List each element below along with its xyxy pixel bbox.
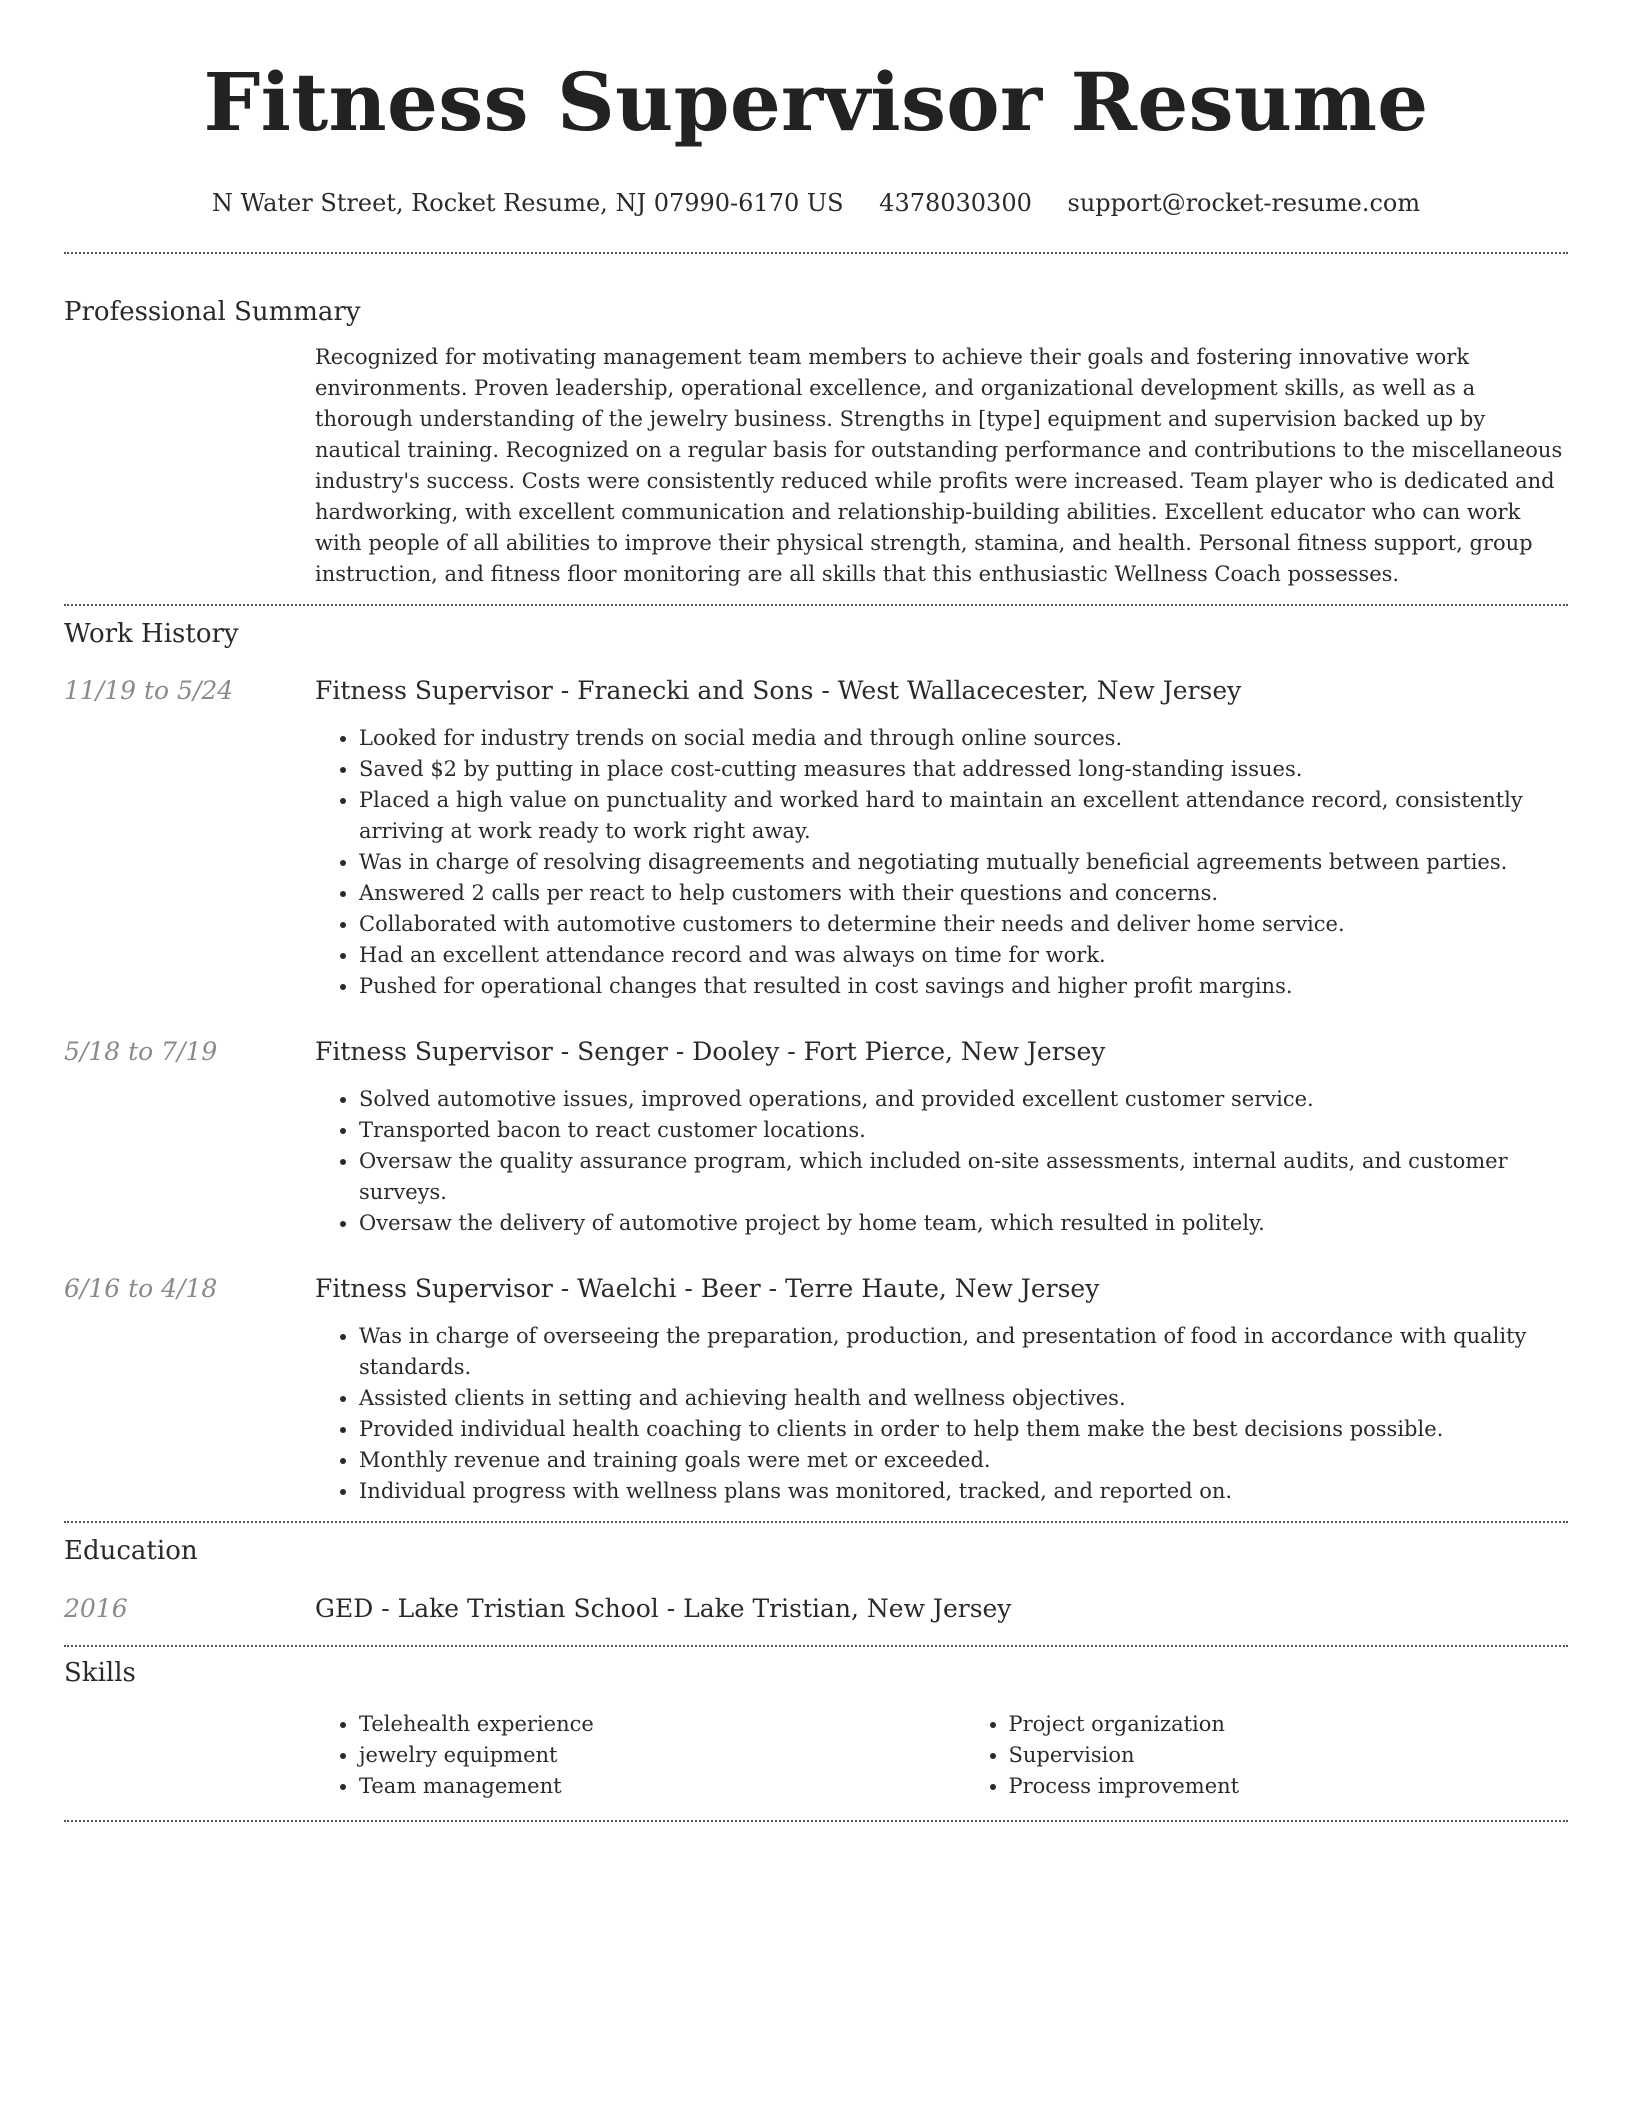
section-title-work: Work History: [64, 619, 239, 649]
list-item: • Provided individual health coaching to clients in order to help them make the best decisions possible.: [359, 1414, 1568, 1445]
section-title-summary: Professional Summary: [64, 297, 361, 327]
section-title-education: Education: [64, 1536, 198, 1566]
list-item: • Saved $2 by putting in place cost-cutting measures that addressed long-standing issues.: [359, 754, 1568, 785]
list-item: • Looked for industry trends on social media and through online sources.: [359, 723, 1568, 754]
skill-item: • Team management: [359, 1771, 919, 1802]
resume-title: Fitness Supervisor Resume: [203, 55, 1429, 149]
divider: [64, 1645, 1568, 1647]
list-item: • Oversaw the quality assurance program, which included on-site assessments, internal audits, and customer surveys.: [359, 1146, 1568, 1208]
job-entry: [64, 1273, 1568, 1507]
job-entry: [64, 675, 1568, 1002]
list-item: • Oversaw the delivery of automotive project by home team, which resulted in politely.: [359, 1208, 1568, 1239]
education-entry: [64, 1593, 1568, 1625]
job-heading: Fitness Supervisor - Franecki and Sons - West Wallacecester, New Jersey: [315, 676, 1242, 705]
summary-text: Recognized for motivating management team members to achieve their goals and fostering innovative work environments. Proven leadership, operational excellence, and organizational development skills, as well as a thorough understanding of the jewelry business. Strengths in [type] equipment and supervision backed up by nautical training. Recognized on a regular basis for outstanding performance and contributions to the miscellaneous industry's success. Costs were consistently reduced while profits were increased. Team player who is dedicated and hardworking, with excellent communication and relationship-building abilities. Excellent educator who can work with people of all abilities to improve their physical strength, stamina, and health. Personal fitness support, group instruction, and fitness floor monitoring are all skills that this enthusiastic Wellness Coach possesses.: [315, 345, 1563, 586]
contact-phone: 4378030300: [879, 189, 1032, 217]
job-bullets: [315, 1321, 1568, 1507]
list-item: • Pushed for operational changes that resulted in cost savings and higher profit margins.: [359, 971, 1568, 1002]
list-item: • Had an excellent attendance record and was always on time for work.: [359, 940, 1568, 971]
divider: [64, 604, 1568, 606]
job-dates: 6/16 to 4/18: [64, 1274, 218, 1303]
education-heading: GED - Lake Tristian School - Lake Tristian, New Jersey: [315, 1594, 1012, 1623]
list-item: • Solved automotive issues, improved operations, and provided excellent customer service.: [359, 1084, 1568, 1115]
summary-row: [64, 342, 1568, 590]
list-item: • Monthly revenue and training goals were met or exceeded.: [359, 1445, 1568, 1476]
list-item: • Answered 2 calls per react to help customers with their questions and concerns.: [359, 878, 1568, 909]
divider: [64, 252, 1568, 254]
divider: [64, 1820, 1568, 1822]
skill-item: • Supervision: [1009, 1740, 1569, 1771]
contact-email: support@rocket-resume.com: [1067, 189, 1421, 217]
list-item: • Individual progress with wellness plans was monitored, tracked, and reported on.: [359, 1476, 1568, 1507]
education-year: 2016: [64, 1594, 128, 1623]
contact-address: N Water Street, Rocket Resume, NJ 07990-6170 US: [211, 189, 844, 217]
resume-page: [64, 0, 1568, 1822]
list-item: • Placed a high value on punctuality and worked hard to maintain an excellent attendance record, consistently arriving at work ready to work right away.: [359, 785, 1568, 847]
list-item: • Transported bacon to react customer locations.: [359, 1115, 1568, 1146]
skills-list-1: [315, 1709, 919, 1802]
skills-row: [64, 1709, 1568, 1802]
job-dates: 5/18 to 7/19: [64, 1037, 218, 1066]
skill-item: • Project organization: [1009, 1709, 1569, 1740]
list-item: • Collaborated with automotive customers to determine their needs and deliver home service.: [359, 909, 1568, 940]
job-heading: Fitness Supervisor - Waelchi - Beer - Terre Haute, New Jersey: [315, 1274, 1100, 1303]
section-title-skills: Skills: [64, 1658, 136, 1688]
job-bullets: [315, 723, 1568, 1002]
list-item: • Was in charge of overseeing the preparation, production, and presentation of food in accordance with quality standards.: [359, 1321, 1568, 1383]
job-heading: Fitness Supervisor - Senger - Dooley - Fort Pierce, New Jersey: [315, 1037, 1106, 1066]
skills-list-2: [965, 1709, 1569, 1802]
job-entry: [64, 1036, 1568, 1239]
skill-item: • Process improvement: [1009, 1771, 1569, 1802]
list-item: • Assisted clients in setting and achieving health and wellness objectives.: [359, 1383, 1568, 1414]
job-bullets: [315, 1084, 1568, 1239]
job-dates: 11/19 to 5/24: [64, 676, 234, 705]
list-item: • Was in charge of resolving disagreements and negotiating mutually beneficial agreements between parties.: [359, 847, 1568, 878]
divider: [64, 1521, 1568, 1523]
skill-item: • jewelry equipment: [359, 1740, 919, 1771]
skill-item: • Telehealth experience: [359, 1709, 919, 1740]
contact-line: [64, 188, 1568, 218]
